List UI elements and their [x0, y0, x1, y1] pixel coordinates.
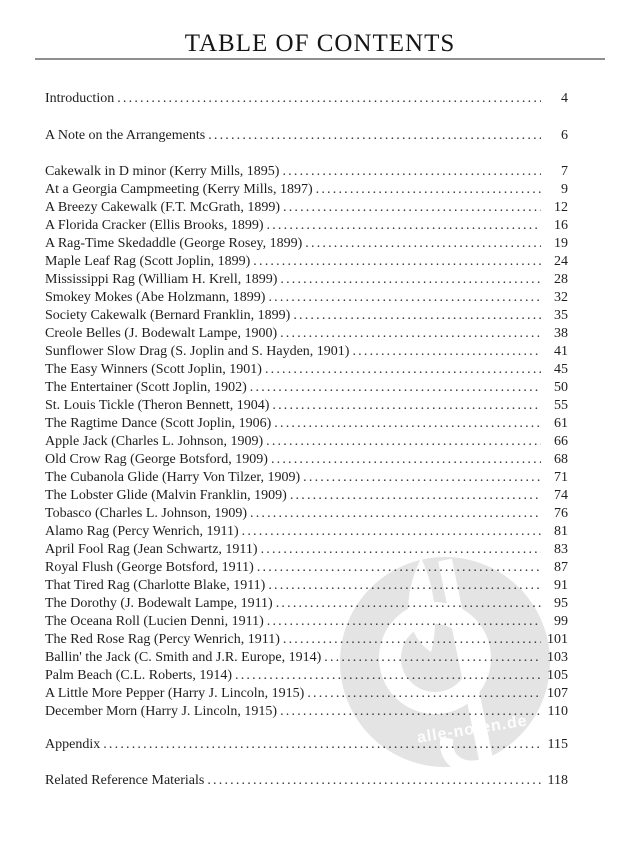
entry-title: Ballin' the Jack (C. Smith and J.R. Europe, 1914): [45, 650, 322, 665]
dot-leader: [250, 379, 541, 397]
toc-row: [45, 397, 568, 415]
toc-row: [45, 685, 568, 703]
dot-leader: [282, 163, 541, 181]
toc-row: [45, 613, 568, 631]
entry-page: 12: [554, 200, 568, 215]
back-matter-section: [45, 736, 568, 790]
toc-row: [45, 469, 568, 487]
toc-row: [45, 667, 568, 685]
toc-row: [45, 736, 568, 754]
entry-page: 74: [554, 488, 568, 503]
entry-title: Society Cakewalk (Bernard Franklin, 1899): [45, 308, 291, 323]
toc-row: [45, 649, 568, 667]
toc-row: [45, 289, 568, 307]
entry-title: A Little More Pepper (Harry J. Lincoln, 1915): [45, 686, 305, 701]
entry-title: Royal Flush (George Botsford, 1911): [45, 560, 254, 575]
entry-title: A Rag-Time Skedaddle (George Rosey, 1899): [45, 236, 303, 251]
toc-row: [45, 271, 568, 289]
entry-page: 7: [561, 164, 568, 179]
dot-leader: [208, 127, 541, 145]
entry-page: 9: [561, 182, 568, 197]
entry-title: Old Crow Rag (George Botsford, 1909): [45, 452, 268, 467]
toc-row: [45, 703, 568, 721]
entry-title: Appendix: [45, 737, 101, 752]
dot-leader: [266, 433, 541, 451]
toc-row: [45, 379, 568, 397]
entry-page: 32: [554, 290, 568, 305]
entry-page: 38: [554, 326, 568, 341]
toc-row: [45, 433, 568, 451]
entry-title: That Tired Rag (Charlotte Blake, 1911): [45, 578, 266, 593]
dot-leader: [305, 235, 541, 253]
entry-title: Introduction: [45, 91, 115, 106]
entry-title: The Cubanola Glide (Harry Von Tilzer, 1909): [45, 470, 301, 485]
toc-row: [45, 307, 568, 325]
dot-leader: [235, 667, 541, 685]
dot-leader: [268, 289, 541, 307]
toc-row: [45, 415, 568, 433]
entry-page: 41: [554, 344, 568, 359]
entry-page: 115: [547, 737, 568, 752]
toc-row: [45, 253, 568, 271]
entry-page: 68: [554, 452, 568, 467]
dot-leader: [283, 631, 541, 649]
entry-title: December Morn (Harry J. Lincoln, 1915): [45, 704, 278, 719]
entry-title: Maple Leaf Rag (Scott Joplin, 1899): [45, 254, 251, 269]
entry-title: The Entertainer (Scott Joplin, 1902): [45, 380, 247, 395]
dot-leader: [276, 595, 541, 613]
pieces-section: [45, 163, 568, 721]
toc-row: [45, 199, 568, 217]
entry-page: 24: [554, 254, 568, 269]
entry-title: Related Reference Materials: [45, 773, 205, 788]
entry-title: Creole Belles (J. Bodewalt Lampe, 1900): [45, 326, 278, 341]
dot-leader: [103, 736, 541, 754]
toc-row: [45, 217, 568, 235]
page-header: [35, 31, 605, 60]
entry-page: 35: [554, 308, 568, 323]
toc-row: [45, 523, 568, 541]
dot-leader: [253, 253, 541, 271]
entry-page: 103: [547, 650, 568, 665]
dot-leader: [265, 361, 541, 379]
toc-row: [45, 541, 568, 559]
entry-title: Mississippi Rag (William H. Krell, 1899): [45, 272, 278, 287]
dot-leader: [303, 469, 541, 487]
entry-title: The Lobster Glide (Malvin Franklin, 1909): [45, 488, 287, 503]
dot-leader: [283, 199, 541, 217]
entry-page: 118: [547, 773, 568, 788]
dot-leader: [242, 523, 541, 541]
entry-page: 87: [554, 560, 568, 575]
entry-page: 105: [547, 668, 568, 683]
entry-page: 91: [554, 578, 568, 593]
toc-row: [45, 595, 568, 613]
toc-row: [45, 343, 568, 361]
dot-leader: [267, 613, 541, 631]
toc-row: [45, 127, 568, 145]
toc-row: [45, 235, 568, 253]
entry-title: At a Georgia Campmeeting (Kerry Mills, 1897): [45, 182, 313, 197]
front-matter-section: [45, 90, 568, 145]
entry-title: The Dorothy (J. Bodewalt Lampe, 1911): [45, 596, 273, 611]
dot-leader: [268, 577, 541, 595]
entry-title: A Breezy Cakewalk (F.T. McGrath, 1899): [45, 200, 280, 215]
entry-title: St. Louis Tickle (Theron Bennett, 1904): [45, 398, 270, 413]
entry-title: Palm Beach (C.L. Roberts, 1914): [45, 668, 233, 683]
toc-row: [45, 451, 568, 469]
dot-leader: [324, 649, 541, 667]
toc-row: [45, 631, 568, 649]
dot-leader: [280, 325, 541, 343]
toc-row: [45, 325, 568, 343]
entry-page: 28: [554, 272, 568, 287]
entry-page: 45: [554, 362, 568, 377]
entry-page: 76: [554, 506, 568, 521]
toc-list: [45, 90, 568, 790]
entry-page: 19: [554, 236, 568, 251]
entry-page: 81: [554, 524, 568, 539]
entry-page: 6: [561, 128, 568, 143]
entry-title: A Florida Cracker (Ellis Brooks, 1899): [45, 218, 264, 233]
entry-title: April Fool Rag (Jean Schwartz, 1911): [45, 542, 258, 557]
dot-leader: [352, 343, 541, 361]
dot-leader: [271, 451, 541, 469]
dot-leader: [316, 181, 541, 199]
entry-title: Tobasco (Charles L. Johnson, 1909): [45, 506, 247, 521]
dot-leader: [257, 559, 541, 577]
entry-title: The Red Rose Rag (Percy Wenrich, 1911): [45, 632, 280, 647]
entry-page: 95: [554, 596, 568, 611]
entry-title: A Note on the Arrangements: [45, 128, 206, 143]
entry-page: 71: [554, 470, 568, 485]
dot-leader: [272, 397, 541, 415]
toc-row: [45, 772, 568, 790]
entry-page: 107: [547, 686, 568, 701]
toc-row: [45, 361, 568, 379]
dot-leader: [280, 271, 541, 289]
dot-leader: [250, 505, 541, 523]
entry-title: The Easy Winners (Scott Joplin, 1901): [45, 362, 262, 377]
entry-title: The Oceana Roll (Lucien Denni, 1911): [45, 614, 264, 629]
entry-page: 4: [561, 91, 568, 106]
entry-title: Smokey Mokes (Abe Holzmann, 1899): [45, 290, 266, 305]
entry-page: 61: [554, 416, 568, 431]
entry-page: 55: [554, 398, 568, 413]
dot-leader: [261, 541, 541, 559]
toc-row: [45, 559, 568, 577]
toc-row: [45, 181, 568, 199]
dot-leader: [117, 90, 541, 108]
entry-title: Apple Jack (Charles L. Johnson, 1909): [45, 434, 264, 449]
toc-row: [45, 505, 568, 523]
toc-row: [45, 487, 568, 505]
entry-page: 50: [554, 380, 568, 395]
dot-leader: [207, 772, 541, 790]
dot-leader: [280, 703, 541, 721]
entry-title: Alamo Rag (Percy Wenrich, 1911): [45, 524, 239, 539]
entry-page: 99: [554, 614, 568, 629]
entry-page: 101: [547, 632, 568, 647]
toc-row: [45, 163, 568, 181]
entry-page: 83: [554, 542, 568, 557]
toc-row: [45, 577, 568, 595]
dot-leader: [307, 685, 541, 703]
entry-page: 66: [554, 434, 568, 449]
entry-page: 16: [554, 218, 568, 233]
page-title: TABLE OF CONTENTS: [184, 30, 456, 57]
toc-row: [45, 90, 568, 108]
dot-leader: [293, 307, 541, 325]
dot-leader: [267, 217, 541, 235]
dot-leader: [274, 415, 541, 433]
entry-page: 110: [547, 704, 568, 719]
entry-title: The Ragtime Dance (Scott Joplin, 1906): [45, 416, 272, 431]
entry-title: Sunflower Slow Drag (S. Joplin and S. Hayden, 1901): [45, 344, 350, 359]
entry-title: Cakewalk in D minor (Kerry Mills, 1895): [45, 164, 280, 179]
dot-leader: [290, 487, 541, 505]
watermark-text: alle-noten.de: [415, 712, 529, 747]
